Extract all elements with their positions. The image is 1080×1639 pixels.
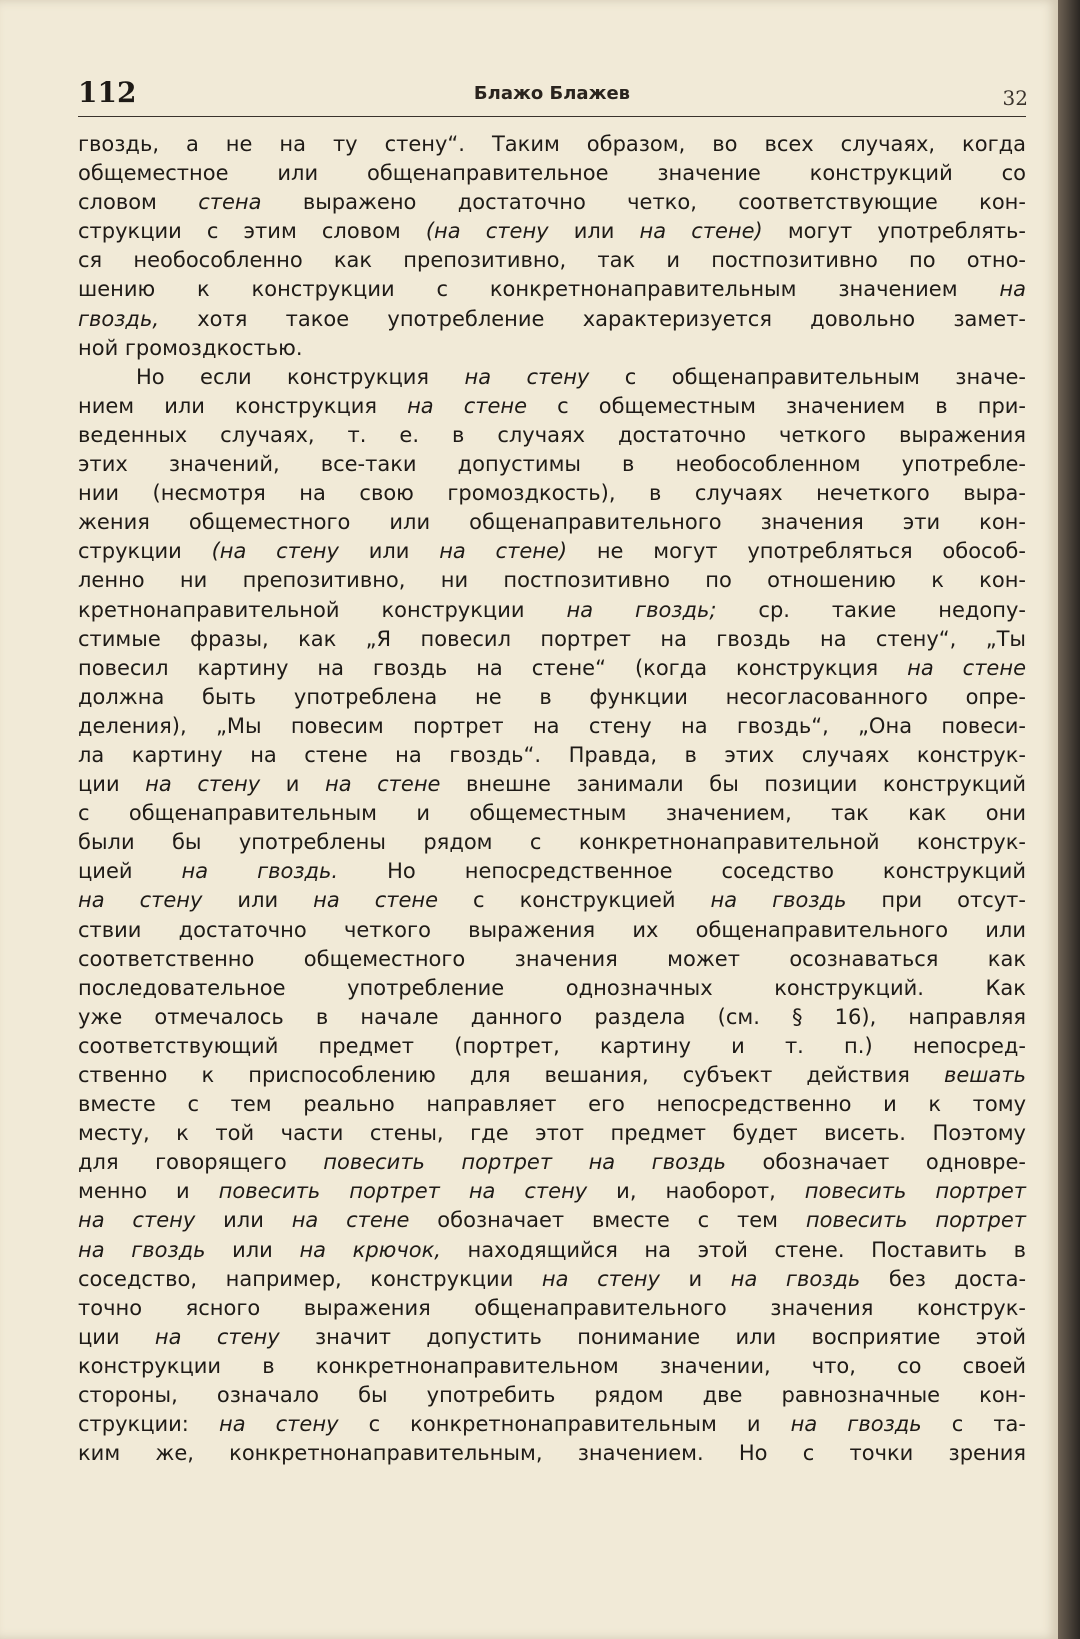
text-line <box>78 1265 1026 1294</box>
text-run: ции <box>78 1324 155 1349</box>
text-line <box>78 479 1026 508</box>
italic-term: на стену <box>78 888 203 913</box>
text-line <box>78 1294 1026 1323</box>
text-run: внешне занимали бы позиции конструкций <box>440 772 1026 797</box>
text-line <box>78 1061 1026 1090</box>
text-line <box>78 1323 1026 1352</box>
text-run: значит допустить понимание или восприятие этой <box>279 1324 1026 1349</box>
text-line <box>78 450 1026 479</box>
text-run: для говорящего <box>78 1150 324 1175</box>
text-line <box>78 1032 1026 1061</box>
italic-term: на гвоздь <box>710 888 847 913</box>
text-line <box>78 741 1026 770</box>
text-run: кретнонаправительной конструкции <box>78 597 567 622</box>
text-line <box>78 857 1026 886</box>
text-line <box>78 1236 1026 1265</box>
italic-term: на стене <box>324 772 441 797</box>
header-rule <box>78 116 1026 117</box>
italic-term: стена <box>198 190 262 215</box>
text-line <box>78 1148 1026 1177</box>
text-line <box>78 1003 1026 1032</box>
text-line <box>78 159 1026 188</box>
text-line <box>78 566 1026 595</box>
text-run: ср. такие недопу- <box>716 597 1027 622</box>
text-run: с конструкцией <box>438 888 711 913</box>
text-run: стимые фразы, как „Я повесил портрет на гвоздь на стену“, „Ты <box>78 626 1026 651</box>
text-run: точно ясного выражения общенаправительного значения конструк- <box>78 1295 1026 1320</box>
text-line <box>78 537 1026 566</box>
italic-term: на стену <box>78 1208 196 1233</box>
text-run: или <box>202 888 314 913</box>
italic-term: на <box>999 277 1026 302</box>
text-run: веденных случаях, т. е. в случаях достаточно четкого выражения <box>78 422 1026 447</box>
text-run: должна быть употреблена не в функции несогласованного опре- <box>78 684 1026 709</box>
text-run: с общеместным значением в при- <box>527 393 1026 418</box>
text-run: гвоздь, а не на ту стену“. Таким образом, во всех случаях, когда <box>78 132 1026 156</box>
sheet-number: 32 <box>1002 86 1028 110</box>
text-line <box>78 945 1026 974</box>
text-line <box>78 305 1026 334</box>
text-line <box>78 217 1026 246</box>
text-run: соответственно общеместного значения может осознаваться как <box>78 946 1026 971</box>
text-line <box>78 712 1026 741</box>
text-run: деления), „Мы повесим портрет на стену на гвоздь“, „Она повеси- <box>78 713 1026 738</box>
text-run: и <box>659 1266 731 1291</box>
text-line <box>78 275 1026 304</box>
text-run: уже отмечалось в начале данного раздела (см. § 16), направляя <box>78 1004 1026 1029</box>
italic-term: на стене <box>313 888 439 913</box>
text-line <box>78 1177 1026 1206</box>
text-run: ся необособленно как препозитивно, так и постпозитивно по отно- <box>78 248 1026 273</box>
italic-term: (на стену <box>211 539 339 564</box>
text-run: общеместное или общенаправительное значение конструкций со <box>78 161 1026 186</box>
text-line <box>78 1381 1026 1410</box>
italic-term: повесить портрет <box>805 1208 1026 1233</box>
text-line <box>78 625 1026 654</box>
text-run: или <box>338 539 440 564</box>
text-line <box>78 334 1026 363</box>
text-run: конструкции в конкретнонаправительном значении, что, со своей <box>78 1353 1026 1378</box>
italic-term: повесить портрет на гвоздь <box>323 1150 726 1175</box>
text-run: с общенаправительным значе- <box>589 364 1026 389</box>
text-run: или <box>548 219 640 244</box>
italic-term: на стену <box>218 1412 339 1437</box>
text-run: ственно к приспособлению для вешания, субъект действия <box>78 1063 944 1087</box>
italic-term: вешать <box>944 1063 1026 1087</box>
text-run: могут употреблять- <box>762 219 1026 244</box>
italic-term: на стене <box>407 393 528 418</box>
italic-term: на стену <box>541 1266 660 1291</box>
text-run: струкции <box>78 539 212 564</box>
text-run: или <box>195 1208 292 1233</box>
text-line <box>78 828 1026 857</box>
text-run: стороны, означало бы употребить рядом две равнозначные кон- <box>78 1383 1026 1408</box>
text-line <box>78 654 1026 683</box>
text-line <box>78 770 1026 799</box>
text-run: месту, к той части стены, где этот предмет будет висеть. Поэтому <box>78 1121 1026 1146</box>
text-run: жения общеместного или общенаправительного значения эти кон- <box>78 510 1026 535</box>
text-run: вместе с тем реально направляет его непосредственно и к тому <box>78 1092 1026 1117</box>
text-run: повесил картину на гвоздь на стене“ (когда конструкция <box>78 655 908 680</box>
body-text <box>78 130 1026 1468</box>
text-run: и, наоборот, <box>587 1179 805 1204</box>
page-header <box>78 76 1026 116</box>
text-run: словом <box>78 190 199 215</box>
text-line <box>78 421 1026 450</box>
italic-term: повесить портрет <box>804 1179 1026 1204</box>
text-run: нии (несмотря на свою громоздкость), в случаях нечеткого выра- <box>78 481 1026 506</box>
running-title: Блажо Блажев <box>473 83 631 104</box>
text-run: ной громоздкостью. <box>78 335 303 360</box>
text-run: этих значений, все-таки допустимы в необособленном употребле- <box>78 452 1026 477</box>
text-run: ким же, конкретнонаправительным, значением. Но с точки зрения <box>78 1441 1026 1466</box>
text-run: были бы употреблены рядом с конкретнонаправительной конструк- <box>78 830 1026 855</box>
text-run: обозначает вместе с тем <box>409 1208 806 1233</box>
text-line <box>78 916 1026 945</box>
text-line <box>78 974 1026 1003</box>
text-line <box>78 188 1026 217</box>
text-run: выражено достаточно четко, соответствующие кон- <box>261 190 1026 215</box>
italic-term: на гвоздь <box>730 1266 861 1291</box>
italic-term: на стене <box>907 655 1027 680</box>
text-run: находящийся на этой стене. Поставить в <box>440 1237 1026 1262</box>
italic-term: на стену <box>464 364 590 389</box>
text-run: при отсут- <box>846 888 1026 913</box>
text-run: шению к конструкции с конкретнонаправительным значением <box>78 277 1000 302</box>
text-run: обозначает одновре- <box>726 1150 1027 1175</box>
italic-term: на гвоздь; <box>566 597 717 622</box>
italic-term: на стену <box>145 772 261 797</box>
italic-term: на стене <box>291 1208 410 1233</box>
text-run: без доста- <box>860 1266 1027 1291</box>
text-run: последовательное употребление однозначных конструкций. Как <box>78 975 1026 1000</box>
italic-term: повесить портрет на стену <box>218 1179 588 1204</box>
text-line <box>78 246 1026 275</box>
text-run: или <box>205 1237 300 1262</box>
text-line <box>78 596 1026 625</box>
italic-term: на гвоздь. <box>181 859 339 884</box>
text-line <box>78 508 1026 537</box>
text-line <box>78 392 1026 421</box>
text-run: и <box>260 772 325 797</box>
italic-term: на стене) <box>639 219 763 244</box>
italic-term: на гвоздь <box>790 1412 922 1437</box>
book-spine-shadow <box>1058 0 1080 1639</box>
text-run: с конкретнонаправительным и <box>338 1412 791 1437</box>
text-run: ции <box>78 772 146 797</box>
text-run: ствии достаточно четкого выражения их общенаправительного или <box>78 917 1026 942</box>
text-line <box>78 1206 1026 1235</box>
text-run: цией <box>78 859 182 884</box>
text-run: струкции с этим словом <box>78 219 426 244</box>
text-run: с общенаправительным и общеместным значением, так как они <box>78 801 1026 826</box>
italic-term: (на стену <box>425 219 549 244</box>
page-number: 112 <box>78 76 137 109</box>
text-line <box>78 130 1026 159</box>
text-line <box>78 1119 1026 1148</box>
text-run: соседство, например, конструкции <box>78 1266 542 1291</box>
text-run: нием или конструкция <box>78 393 408 418</box>
italic-term: на гвоздь <box>78 1237 206 1262</box>
text-run: струкции: <box>78 1412 219 1437</box>
text-line <box>78 1439 1026 1468</box>
text-run: хотя такое употребление характеризуется довольно замет- <box>159 306 1026 331</box>
italic-term: на стену <box>154 1324 280 1349</box>
text-line <box>78 683 1026 712</box>
text-line <box>78 363 1026 392</box>
text-line <box>78 799 1026 828</box>
text-run: соответствующий предмет (портрет, картину и т. п.) непосред- <box>78 1033 1026 1058</box>
italic-term: гвоздь, <box>78 306 159 331</box>
text-run: с та- <box>921 1412 1027 1437</box>
text-line <box>78 1090 1026 1119</box>
text-line <box>78 1352 1026 1381</box>
text-line <box>78 886 1026 915</box>
text-line <box>78 1410 1026 1439</box>
italic-term: на крючок, <box>299 1237 441 1262</box>
text-run: ленно ни препозитивно, ни постпозитивно по отношению к кон- <box>78 568 1026 593</box>
text-run: Но непосредственное соседство конструкций <box>338 859 1026 884</box>
text-run: ла картину на стене на гвоздь“. Правда, в этих случаях конструк- <box>78 742 1026 767</box>
italic-term: на стене) <box>439 539 568 564</box>
text-run: не могут употребляться обособ- <box>567 539 1026 564</box>
text-run: Но если конструкция <box>136 364 465 389</box>
text-run: менно и <box>78 1179 219 1204</box>
